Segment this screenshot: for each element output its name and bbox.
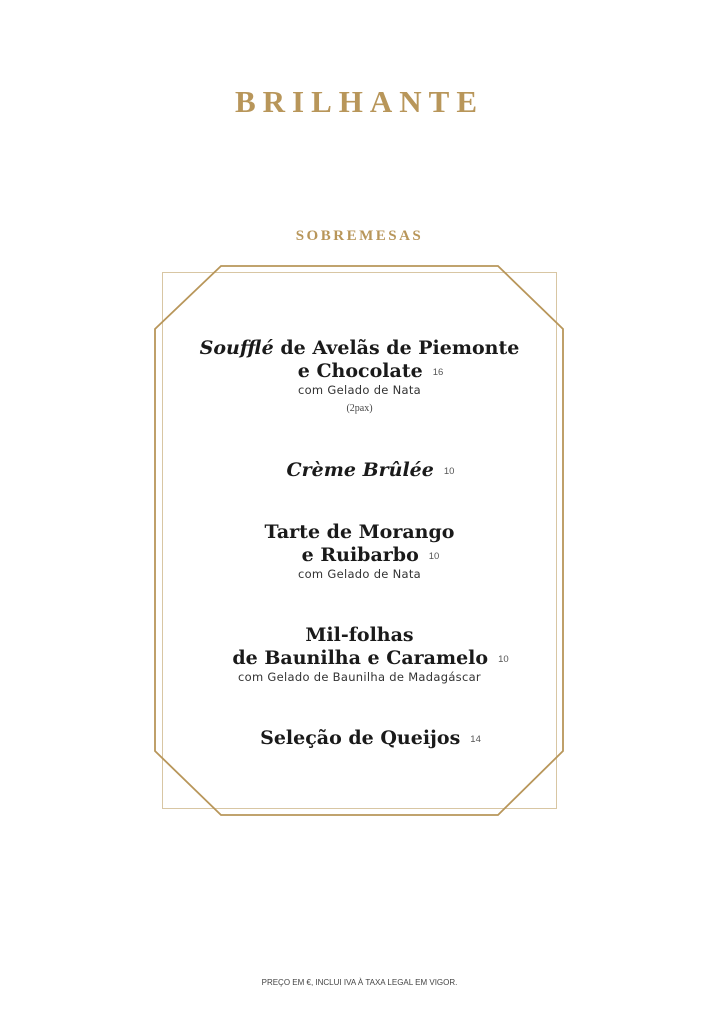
- restaurant-name: BRILHANTE: [234, 84, 485, 119]
- item-note: (2pax): [346, 403, 373, 414]
- item-name: Tarte de Morango: [264, 521, 455, 543]
- menu-item-souffle-title-line2: [0, 360, 719, 382]
- price-footnote: PREÇO EM €, INCLUI IVA À TAXA LEGAL EM VIGOR.: [261, 978, 458, 987]
- item-name-rest: de Avelãs de Piemonte: [273, 337, 520, 359]
- menu-item-mil-folhas-title-line2: [0, 647, 719, 669]
- item-name: e Chocolate: [297, 360, 423, 382]
- item-price: 10: [443, 466, 455, 477]
- item-description: com Gelado de Nata: [297, 383, 422, 397]
- menu-item-souffle-title: [0, 337, 719, 359]
- item-price: 10: [498, 654, 509, 665]
- menu-item-queijos: [0, 727, 719, 749]
- item-description: com Gelado de Baunilha de Madagáscar: [238, 670, 481, 684]
- item-name: Seleção de Queijos: [260, 727, 461, 749]
- item-name: Mil-folhas: [305, 624, 414, 646]
- item-description: com Gelado de Nata: [297, 567, 422, 581]
- menu-item-mil-folhas-title: [0, 624, 719, 646]
- item-name: Crème Brûlée: [286, 459, 434, 481]
- menu-item-tarte-title-line2: [0, 544, 719, 566]
- section-title: SOBREMESAS: [295, 228, 424, 244]
- item-price: 14: [470, 734, 481, 745]
- item-name: e Ruibarbo: [301, 544, 419, 566]
- item-price: 10: [428, 551, 440, 562]
- item-price: 16: [432, 367, 444, 378]
- item-name-italic: Soufflé: [199, 337, 274, 359]
- item-name: de Baunilha e Caramelo: [232, 647, 489, 669]
- menu-item-creme-brulee: [0, 459, 719, 481]
- menu-item-tarte-title: [0, 521, 719, 543]
